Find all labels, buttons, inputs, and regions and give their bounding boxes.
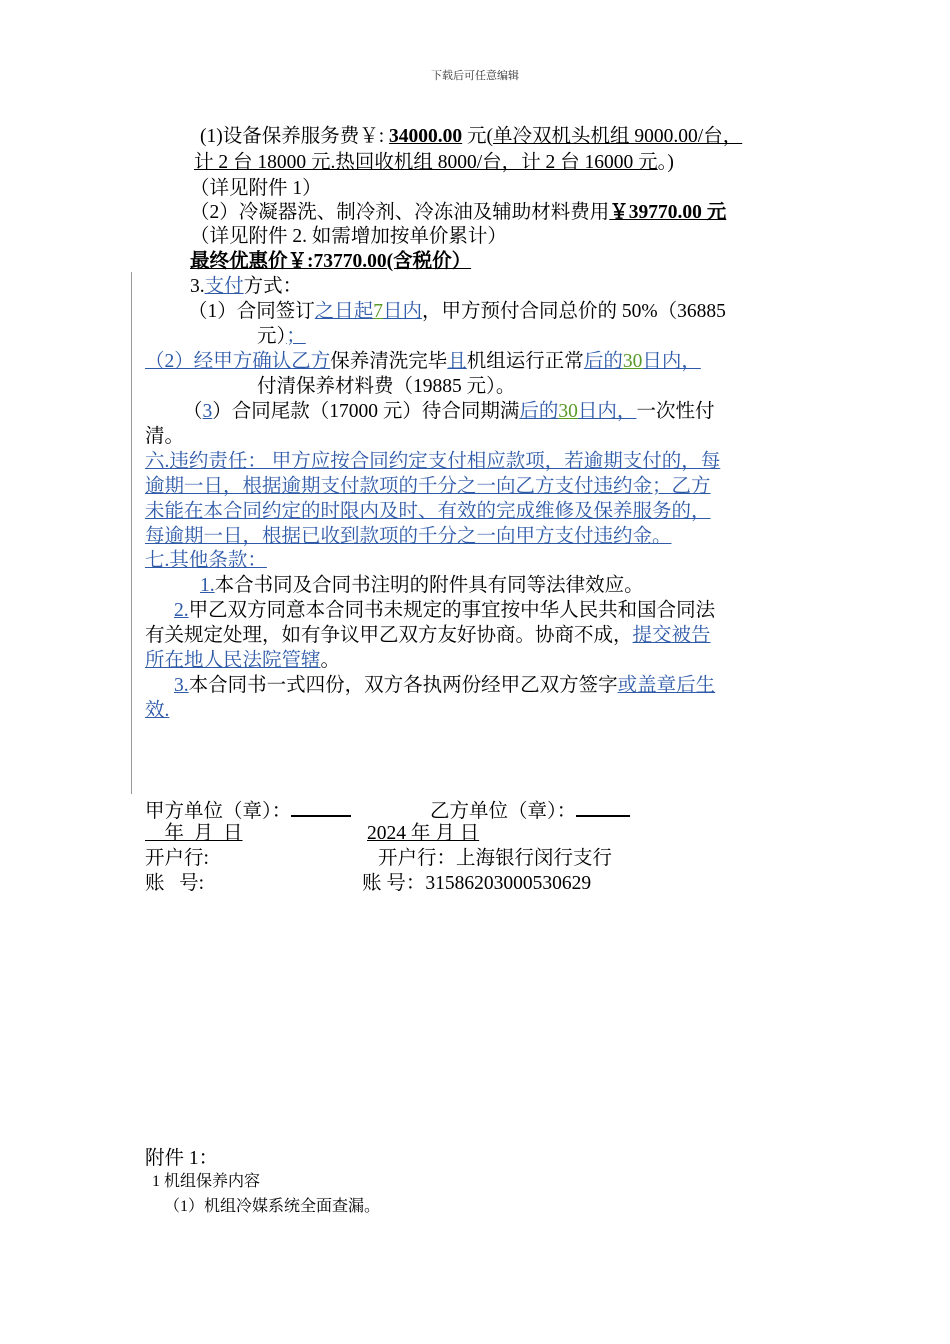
party-a-label: 甲方单位（章）： (145, 801, 292, 822)
p1-g: ； (286, 326, 306, 347)
material-fee-label: （2）冷凝器洗、制冷剂、冷冻油及辅助材料费用 (190, 202, 610, 223)
p3-e: 30 (558, 401, 578, 422)
p3-f: 日内， (577, 401, 637, 422)
party-b-blank (576, 797, 630, 817)
clause-3 (174, 673, 715, 698)
party-b-seal (430, 797, 630, 824)
fee-amount: 34000.00 (389, 126, 463, 147)
revision-bar (131, 272, 132, 794)
fee-line-5: （详见附件 2. 如需增加按单价累计） (190, 226, 507, 247)
payment-item-3 (183, 399, 714, 424)
c3-b: 或盖章后生 (617, 675, 716, 696)
payment-item-3-cont: 清。 (145, 426, 185, 447)
p2-g: 日内， (642, 351, 701, 372)
fee-detail-2: 计 2 台 18000 元.热回收机组 8000/台，计 2 台 16000 元 (194, 152, 658, 173)
attachment-item-2: （1）机组冷媒系统全面查漏。 (164, 1198, 381, 1215)
attachment-item-1: 1 机组保养内容 (152, 1173, 261, 1190)
account-b: 账 号：31586203000530629 (362, 873, 592, 894)
fee-line-2 (194, 150, 674, 175)
p3-d: 后的 (519, 401, 559, 422)
p1-b: 之日起 (314, 301, 374, 322)
c1-num: 1. (200, 575, 215, 596)
account-a: 账 号: (145, 873, 205, 894)
clause-2-line-2 (145, 623, 711, 648)
attachment-title: 附件 1： (145, 1148, 219, 1169)
c2-e: 。 (320, 650, 341, 671)
c2-b: 有关规定处理，如有争议甲乙双方友好协商。协商不成， (145, 625, 633, 646)
fee-unit: 元( (462, 126, 494, 147)
p3-a: （ (183, 401, 203, 422)
p2-e: 后的 (583, 351, 623, 372)
payment-item-1-cont (257, 324, 306, 349)
fee-detail-end: 。) (657, 152, 674, 173)
payment-method: 方式： (243, 276, 303, 297)
payment-item-2-cont: 付清保养材料费（19885 元）。 (257, 376, 516, 397)
breach-line-1: 六.违约责任： 甲方应按合同约定支付相应款项，若逾期支付的，每 (145, 451, 721, 472)
date-b: 2024 年 月 日 (367, 823, 480, 844)
final-price: 最终优惠价￥:73770.00(含税价） (190, 251, 472, 272)
breach-line-2: 逾期一日，根据逾期支付款项的千分之一向乙方支付违约金；乙方 (145, 476, 711, 497)
c3-num: 3. (174, 675, 189, 696)
p2-d: 机组运行正常 (466, 351, 584, 372)
payment-item-1 (188, 299, 726, 324)
p2-f: 30 (622, 351, 643, 372)
fee-line-4 (190, 200, 726, 225)
breach-line-4: 每逾期一日，根据已收到款项的千分之一向甲方支付违约金。 (145, 526, 672, 547)
p1-e: ，甲方预付合同总价的 50%（36885 (422, 301, 726, 322)
p3-b: 3 (202, 401, 213, 422)
p1-d: 日内 (383, 301, 423, 322)
p1-c: 7 (373, 301, 384, 322)
fee-line-3: （详见附件 1） (190, 178, 322, 199)
payment-title (190, 274, 302, 299)
payment-num: 3. (190, 276, 205, 297)
p1-f: 元） (257, 326, 287, 347)
breach-line-3: 未能在本合同约定的时限内及时、有效的完成维修及保养服务的， (145, 501, 711, 522)
clause-2-line-3 (145, 648, 340, 673)
bank-a: 开户行: (145, 848, 209, 869)
p2-c: 且 (447, 351, 467, 372)
c2-d: 所在地人民法院管辖 (145, 650, 321, 671)
fee-line-1 (200, 124, 742, 149)
p3-c: ）合同尾款（17000 元）待合同期满 (212, 401, 520, 422)
page-header: 下载后可任意编辑 (431, 70, 519, 82)
fee-label: (1)设备保养服务费￥: (200, 126, 390, 147)
party-a-blank (291, 797, 351, 817)
c3-a: 本合同书一式四份，双方各执两份经甲乙双方签字 (188, 675, 618, 696)
clause-3-line-2: 效. (145, 700, 170, 721)
other-title: 七.其他条款： (145, 550, 267, 571)
p3-g: 一次性付 (636, 401, 715, 422)
party-b-label: 乙方单位（章）： (430, 801, 577, 822)
party-a-seal (145, 797, 351, 824)
p2-a: （2）经甲方确认乙方 (145, 351, 331, 372)
bank-b: 开户行：上海银行闵行支行 (378, 848, 613, 869)
p1-a: （1）合同签订 (188, 301, 315, 322)
clause-1 (200, 573, 644, 598)
c2-num: 2. (174, 600, 189, 621)
date-a: 年 月 日 (145, 823, 243, 844)
p2-b: 保养清洗完毕 (330, 351, 448, 372)
clause-2 (174, 598, 715, 623)
payment-item-2 (145, 349, 701, 374)
c2-a: 甲乙双方同意本合同书未规定的事宜按中华人民共和国合同法 (188, 600, 716, 621)
material-fee-amount: ￥39770.00 元 (609, 202, 727, 223)
fee-detail: 单冷双机头机组 9000.00/台， (493, 126, 743, 147)
payment-word: 支付 (204, 276, 244, 297)
c2-c: 提交被告 (632, 625, 711, 646)
c1-text: 本合书同及合同书注明的附件具有同等法律效应。 (214, 575, 644, 596)
